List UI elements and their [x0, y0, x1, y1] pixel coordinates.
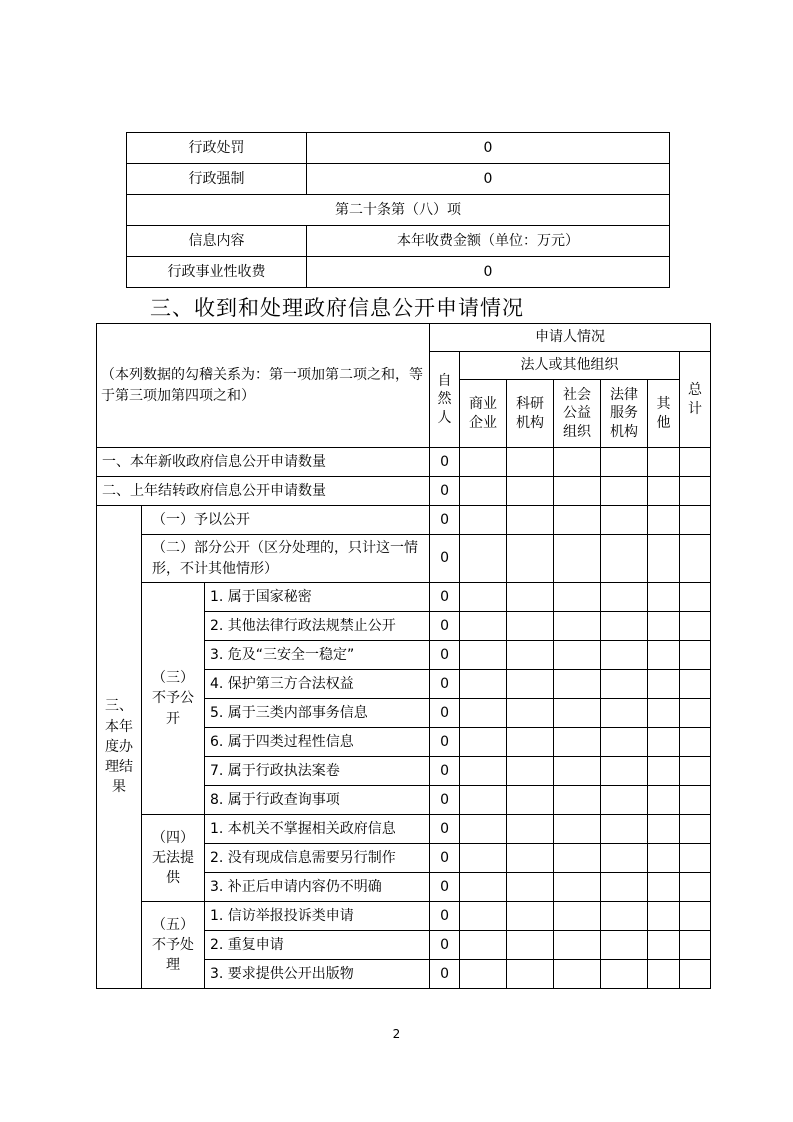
empty-cell [648, 535, 680, 583]
legal-header: 法人或其他组织 [460, 352, 680, 380]
group-line: 供 [166, 870, 180, 887]
empty-cell [648, 873, 680, 902]
row-label: 1. 信访举报投诉类申请 [205, 902, 430, 931]
empty-cell [680, 786, 711, 815]
header-line: 服务 [610, 405, 639, 422]
group-line: 本年 [105, 718, 133, 735]
empty-cell [680, 873, 711, 902]
header-line: 法律 [610, 387, 639, 404]
row-value: 0 [307, 164, 670, 195]
empty-cell [601, 583, 648, 612]
table-row [97, 448, 711, 477]
empty-cell [601, 786, 648, 815]
empty-cell [507, 535, 554, 583]
header-line: 社会 [563, 387, 592, 404]
row-value: 0 [430, 583, 460, 612]
row-value: 0 [430, 960, 460, 989]
empty-cell [507, 786, 554, 815]
empty-cell [507, 757, 554, 786]
group-line: 不予公 [152, 690, 194, 707]
row-value: 0 [430, 931, 460, 960]
applicant-header: 申请人情况 [430, 324, 711, 352]
empty-cell [554, 960, 601, 989]
empty-cell [680, 670, 711, 699]
empty-cell [460, 612, 507, 641]
empty-cell [648, 728, 680, 757]
other-header [648, 380, 680, 448]
empty-cell [601, 670, 648, 699]
natural-person-header [430, 352, 460, 448]
empty-cell [601, 757, 648, 786]
empty-cell [460, 815, 507, 844]
empty-cell [601, 728, 648, 757]
fee-table [126, 132, 670, 288]
header-char: 人 [437, 409, 452, 426]
empty-cell [680, 844, 711, 873]
empty-cell [680, 583, 711, 612]
row-label: （二）部分公开（区分处理的，只计这一情形，不计其他情形） [142, 535, 430, 583]
group-line: 度办 [105, 738, 133, 755]
empty-cell [507, 815, 554, 844]
row-value: 0 [430, 815, 460, 844]
total-header [680, 352, 711, 448]
empty-cell [601, 931, 648, 960]
table-row [97, 583, 711, 612]
empty-cell [554, 612, 601, 641]
empty-cell [601, 699, 648, 728]
group-line: （三） [152, 670, 194, 687]
result-group-label [97, 506, 142, 989]
group-line: （五） [152, 916, 194, 933]
empty-cell [554, 815, 601, 844]
row-label: 行政处罚 [127, 133, 307, 164]
row-value: 0 [307, 133, 670, 164]
row-label: 2. 重复申请 [205, 931, 430, 960]
empty-cell [648, 506, 680, 535]
header-line: 企业 [469, 414, 498, 431]
group-line: 不予处 [152, 936, 194, 953]
unable-group-label [142, 815, 205, 902]
table-row [97, 506, 711, 535]
empty-cell [680, 506, 711, 535]
header-line: 商业 [469, 396, 498, 413]
empty-cell [648, 757, 680, 786]
row-value: 0 [430, 728, 460, 757]
empty-cell [554, 786, 601, 815]
empty-cell [648, 786, 680, 815]
empty-cell [507, 728, 554, 757]
article-heading: 第二十条第（八）项 [127, 195, 670, 226]
empty-cell [680, 931, 711, 960]
empty-cell [554, 844, 601, 873]
empty-cell [554, 535, 601, 583]
row-label: 2. 其他法律行政法规禁止公开 [205, 612, 430, 641]
table-row [97, 815, 711, 844]
page-number: 2 [392, 1027, 401, 1041]
row-label: 1. 属于国家秘密 [205, 583, 430, 612]
table-row [97, 535, 711, 583]
not-open-group-label [142, 583, 205, 815]
empty-cell [680, 448, 711, 477]
table-row [127, 226, 670, 257]
empty-cell [507, 699, 554, 728]
row-label: 8. 属于行政查询事项 [205, 786, 430, 815]
header-line: 机构 [610, 423, 639, 440]
empty-cell [601, 902, 648, 931]
header-line: 科研 [516, 396, 545, 413]
empty-cell [680, 612, 711, 641]
empty-cell [648, 844, 680, 873]
empty-cell [460, 786, 507, 815]
empty-cell [507, 506, 554, 535]
empty-cell [601, 815, 648, 844]
empty-cell [460, 931, 507, 960]
empty-cell [460, 728, 507, 757]
header-line: 公益 [563, 405, 592, 422]
empty-cell [680, 815, 711, 844]
header-line: 他 [656, 414, 671, 431]
empty-cell [601, 844, 648, 873]
row-label: 7. 属于行政执法案卷 [205, 757, 430, 786]
empty-cell [648, 583, 680, 612]
empty-cell [554, 506, 601, 535]
not-handled-group-label [142, 902, 205, 989]
empty-cell [460, 670, 507, 699]
row-label: 6. 属于四类过程性信息 [205, 728, 430, 757]
application-table [96, 323, 711, 989]
header-char: 计 [688, 400, 703, 417]
row-value: 0 [430, 535, 460, 583]
table-row [97, 477, 711, 506]
empty-cell [648, 931, 680, 960]
empty-cell [601, 612, 648, 641]
empty-cell [680, 699, 711, 728]
empty-cell [554, 931, 601, 960]
empty-cell [507, 448, 554, 477]
empty-cell [648, 612, 680, 641]
empty-cell [554, 670, 601, 699]
row-label: 行政强制 [127, 164, 307, 195]
empty-cell [460, 448, 507, 477]
group-line: 理 [166, 957, 180, 974]
empty-cell [460, 583, 507, 612]
empty-cell [554, 583, 601, 612]
header-char: 然 [437, 391, 452, 408]
empty-cell [648, 670, 680, 699]
empty-cell [680, 477, 711, 506]
research-header [507, 380, 554, 448]
header-line: 组织 [563, 423, 592, 440]
empty-cell [601, 477, 648, 506]
empty-cell [460, 699, 507, 728]
row-value: 0 [430, 757, 460, 786]
empty-cell [460, 535, 507, 583]
row-label: 5. 属于三类内部事务信息 [205, 699, 430, 728]
row-value: 0 [430, 448, 460, 477]
empty-cell [680, 641, 711, 670]
empty-cell [648, 960, 680, 989]
empty-cell [648, 448, 680, 477]
empty-cell [507, 931, 554, 960]
table-row [97, 324, 711, 352]
empty-cell [460, 960, 507, 989]
empty-cell [601, 960, 648, 989]
empty-cell [507, 641, 554, 670]
empty-cell [460, 477, 507, 506]
empty-cell [648, 477, 680, 506]
header-right: 本年收费金额（单位：万元） [307, 226, 670, 257]
row-label: 2. 没有现成信息需要另行制作 [205, 844, 430, 873]
header-left: 信息内容 [127, 226, 307, 257]
header-char: 自 [437, 373, 452, 390]
header-line: 机构 [516, 414, 545, 431]
empty-cell [680, 535, 711, 583]
group-line: 开 [166, 710, 180, 727]
empty-cell [648, 641, 680, 670]
table-row [127, 195, 670, 226]
row-label: 3. 补正后申请内容仍不明确 [205, 873, 430, 902]
row-value: 0 [430, 844, 460, 873]
row-value: 0 [430, 506, 460, 535]
row-value: 0 [430, 873, 460, 902]
table-row [97, 902, 711, 931]
row-value: 0 [430, 641, 460, 670]
empty-cell [554, 699, 601, 728]
empty-cell [648, 815, 680, 844]
row-label: 二、上年结转政府信息公开申请数量 [97, 477, 430, 506]
group-line: 三、 [105, 698, 133, 715]
public-welfare-header [554, 380, 601, 448]
empty-cell [554, 902, 601, 931]
group-line: 无法提 [152, 849, 194, 866]
empty-cell [680, 960, 711, 989]
relation-note [97, 324, 430, 448]
empty-cell [507, 902, 554, 931]
legal-service-header [601, 380, 648, 448]
empty-cell [601, 448, 648, 477]
empty-cell [601, 873, 648, 902]
table-row [127, 133, 670, 164]
row-value: 0 [430, 477, 460, 506]
row-label: 4. 保护第三方合法权益 [205, 670, 430, 699]
empty-cell [554, 757, 601, 786]
empty-cell [554, 641, 601, 670]
empty-cell [601, 506, 648, 535]
empty-cell [554, 448, 601, 477]
empty-cell [554, 477, 601, 506]
empty-cell [554, 873, 601, 902]
empty-cell [460, 844, 507, 873]
row-value: 0 [430, 612, 460, 641]
empty-cell [601, 535, 648, 583]
empty-cell [507, 612, 554, 641]
empty-cell [554, 728, 601, 757]
row-label: 一、本年新收政府信息公开申请数量 [97, 448, 430, 477]
empty-cell [460, 506, 507, 535]
row-label: （一）予以公开 [142, 506, 430, 535]
row-label: 行政事业性收费 [127, 257, 307, 288]
empty-cell [601, 641, 648, 670]
empty-cell [680, 902, 711, 931]
header-char: 总 [688, 382, 703, 399]
row-value: 0 [430, 699, 460, 728]
empty-cell [680, 728, 711, 757]
row-label: 3. 危及“三安全一稳定” [205, 641, 430, 670]
empty-cell [507, 670, 554, 699]
empty-cell [680, 757, 711, 786]
empty-cell [648, 902, 680, 931]
empty-cell [507, 844, 554, 873]
business-header [460, 380, 507, 448]
row-label: 1. 本机关不掌握相关政府信息 [205, 815, 430, 844]
empty-cell [507, 873, 554, 902]
empty-cell [507, 583, 554, 612]
row-label: 3. 要求提供公开出版物 [205, 960, 430, 989]
row-value: 0 [430, 670, 460, 699]
empty-cell [460, 902, 507, 931]
empty-cell [460, 757, 507, 786]
group-line: 理结 [105, 759, 133, 776]
row-value: 0 [307, 257, 670, 288]
empty-cell [460, 641, 507, 670]
table-row [127, 164, 670, 195]
header-line: 其 [656, 396, 671, 413]
table-row [127, 257, 670, 288]
empty-cell [507, 477, 554, 506]
group-line: 果 [112, 779, 126, 796]
row-value: 0 [430, 902, 460, 931]
section-title: 三、收到和处理政府信息公开申请情况 [150, 296, 524, 320]
empty-cell [648, 699, 680, 728]
empty-cell [460, 873, 507, 902]
empty-cell [507, 960, 554, 989]
group-line: （四） [152, 829, 194, 846]
row-value: 0 [430, 786, 460, 815]
note-text: （本列数据的勾稽关系为：第一项加第二项之和，等于第三项加第四项之和） [101, 367, 423, 404]
